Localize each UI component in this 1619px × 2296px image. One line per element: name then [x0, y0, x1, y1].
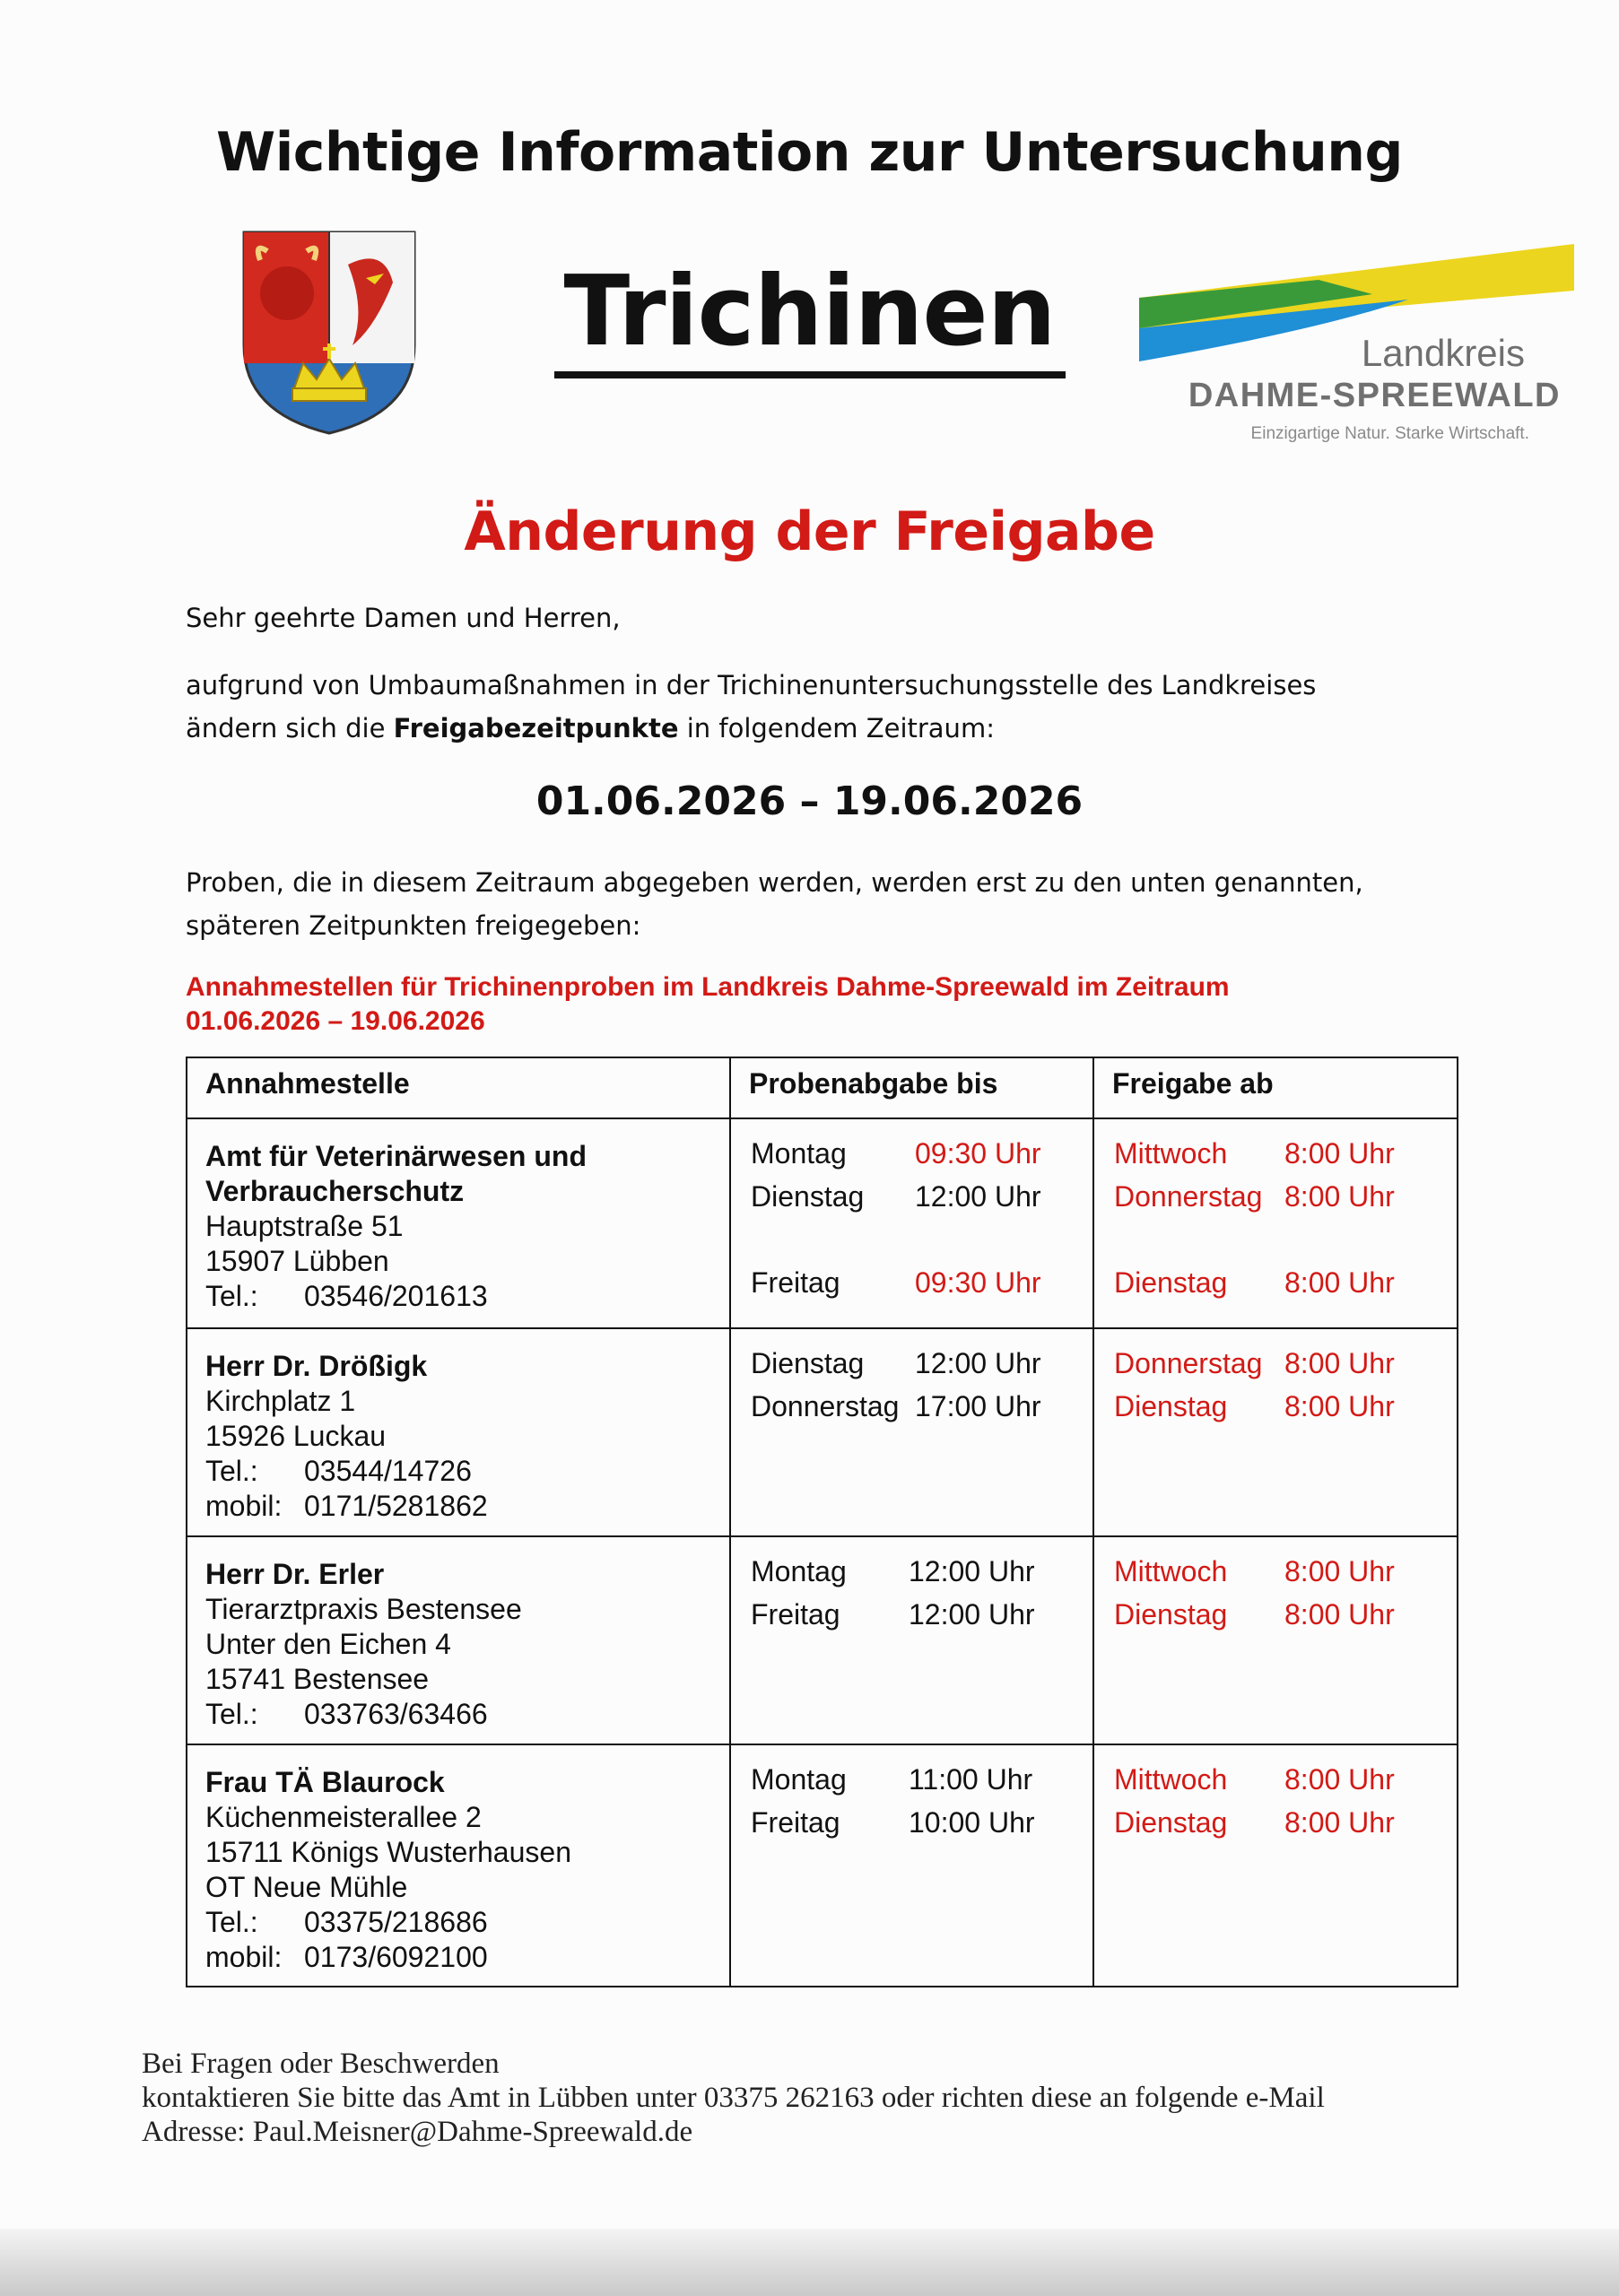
address-line: Unter den Eichen 4: [205, 1628, 451, 1660]
weekday: Donnerstag: [751, 1390, 900, 1422]
weekday: Dienstag: [1114, 1390, 1228, 1422]
weekday: Dienstag: [751, 1347, 865, 1379]
logo-name: Landkreis: [1361, 332, 1525, 374]
header-cell: Annahmestelle: [187, 1057, 730, 1118]
collection-point-name: Herr Dr. Erler: [205, 1558, 385, 1590]
release-slot: [1094, 1266, 1457, 1309]
weekday: Donnerstag: [1114, 1347, 1263, 1379]
contact-label: Tel.:: [205, 1280, 258, 1312]
release-slot: [1094, 1390, 1457, 1433]
drop-off-slot: [731, 1180, 1092, 1223]
time: 8:00 Uhr: [1284, 1180, 1395, 1213]
release-cell: [1093, 1536, 1458, 1744]
contact-number: 0171/5281862: [304, 1490, 488, 1522]
contact-label: Tel.:: [205, 1455, 258, 1487]
contact-number: 03375/218686: [304, 1906, 488, 1938]
contact-number: 03544/14726: [304, 1455, 472, 1487]
collection-point-name: Herr Dr. Drößigk: [205, 1350, 428, 1382]
weekday: Dienstag: [1114, 1598, 1228, 1631]
intro-line-1: aufgrund von Umbaumaßnahmen in der Trichinenuntersuchungsstelle des Landkreises: [186, 670, 1317, 700]
drop-off-slot: [731, 1137, 1092, 1180]
contact-line: [205, 1905, 729, 1940]
greeting: Sehr geehrte Damen und Herren,: [186, 603, 621, 633]
weekday: Mittwoch: [1114, 1137, 1228, 1170]
table-row: [187, 1118, 1458, 1328]
drop-off-slot: [731, 1266, 1092, 1309]
weekday: Montag: [751, 1555, 847, 1587]
address-line: OT Neue Mühle: [205, 1871, 408, 1903]
drop-off-slot: [731, 1763, 1092, 1806]
header-cell: Probenabgabe bis: [730, 1057, 1093, 1118]
address-line: 15907 Lübben: [205, 1245, 389, 1277]
release-slot: [1094, 1763, 1457, 1806]
drop-off-slot: [731, 1347, 1092, 1390]
body-line-1: Proben, die in diesem Zeitraum abgegeben werden, werden erst zu den unten genannten,: [186, 867, 1363, 898]
time: 8:00 Uhr: [1284, 1137, 1395, 1170]
address-line: Tierarztpraxis Bestensee: [205, 1593, 522, 1625]
contact-label: Tel.:: [205, 1698, 258, 1730]
time: 8:00 Uhr: [1284, 1806, 1395, 1839]
collection-points-table: [186, 1057, 1458, 1987]
header-cell: Freigabe ab: [1093, 1057, 1458, 1118]
time: 12:00 Uhr: [909, 1555, 1035, 1587]
weekday: Freitag: [751, 1598, 840, 1631]
release-slot: [1094, 1137, 1457, 1180]
address-line: 15711 Königs Wusterhausen: [205, 1836, 571, 1868]
release-slot: [1094, 1223, 1457, 1266]
release-slot: [1094, 1347, 1457, 1390]
logo-district: DAHME-SPREEWALD: [1188, 377, 1561, 414]
release-slot: [1094, 1806, 1457, 1849]
weekday: Freitag: [751, 1806, 840, 1839]
drop-off-slot: [731, 1598, 1092, 1641]
weekday: Mittwoch: [1114, 1555, 1228, 1587]
intro-bold: Freigabezeitpunkte: [393, 713, 679, 744]
address-line: 15741 Bestensee: [205, 1663, 430, 1695]
collection-point-cell: [187, 1536, 730, 1744]
drop-off-slot: [731, 1223, 1092, 1266]
scan-edge-shadow: [0, 2229, 1619, 2296]
contact-line: [205, 1454, 729, 1489]
time: 12:00 Uhr: [909, 1598, 1035, 1631]
collection-point-cell: [187, 1744, 730, 1987]
subject-title: Trichinen: [563, 256, 1056, 368]
weekday: Freitag: [751, 1266, 840, 1299]
contact-line: [205, 1489, 729, 1524]
drop-off-cell: [730, 1744, 1093, 1987]
weekday: Dienstag: [1114, 1266, 1228, 1299]
weekday: Dienstag: [751, 1180, 865, 1213]
time: 8:00 Uhr: [1284, 1555, 1395, 1587]
time: 12:00 Uhr: [915, 1180, 1041, 1213]
table-row: [187, 1744, 1458, 1987]
collection-point-name: Amt für Veterinärwesen und: [205, 1140, 587, 1172]
time: 8:00 Uhr: [1284, 1598, 1395, 1631]
table-header-row: [187, 1057, 1458, 1118]
footer: [142, 2047, 1577, 2149]
drop-off-slot: [731, 1555, 1092, 1598]
address-line: Hauptstraße 51: [205, 1210, 404, 1242]
footer-line-2: kontaktieren Sie bitte das Amt in Lübben unter 03375 262163 oder richten diese an folgende e-Mail: [142, 2082, 1325, 2114]
document-title: Wichtige Information zur Untersuchung: [216, 121, 1403, 184]
date-range: 01.06.2026 – 19.06.2026: [535, 778, 1084, 824]
table-heading-line-2: 01.06.2026 – 19.06.2026: [186, 1006, 485, 1036]
drop-off-slot: [731, 1390, 1092, 1433]
time: 8:00 Uhr: [1284, 1763, 1395, 1796]
release-cell: [1093, 1328, 1458, 1536]
title-underline: [554, 371, 1066, 378]
drop-off-cell: [730, 1118, 1093, 1328]
contact-label: mobil:: [205, 1490, 283, 1522]
contact-number: 03546/201613: [304, 1280, 488, 1312]
contact-line: [205, 1279, 729, 1314]
table-heading: [186, 970, 1531, 1039]
table-heading-line-1: Annahmestellen für Trichinenproben im Landkreis Dahme-Spreewald im Zeitraum: [186, 972, 1230, 1002]
time: 8:00 Uhr: [1284, 1266, 1395, 1299]
drop-off-cell: [730, 1328, 1093, 1536]
collection-point-name: Frau TÄ Blaurock: [205, 1766, 445, 1798]
collection-point-cell: [187, 1118, 730, 1328]
contact-number: 033763/63466: [304, 1698, 488, 1730]
table-row: [187, 1328, 1458, 1536]
collection-point-cell: [187, 1328, 730, 1536]
contact-line: [205, 1940, 729, 1975]
weekday: Montag: [751, 1137, 847, 1170]
footer-line-3: Adresse: Paul.Meisner@Dahme-Spreewald.de: [142, 2116, 693, 2148]
time: 10:00 Uhr: [909, 1806, 1035, 1839]
collection-point-name: Verbraucherschutz: [205, 1175, 465, 1207]
coat-of-arms-icon: [240, 229, 418, 437]
time: 8:00 Uhr: [1284, 1390, 1395, 1422]
logo-tagline: Einzigartige Natur. Starke Wirtschaft.: [1250, 424, 1529, 443]
address-line: 15926 Luckau: [205, 1420, 387, 1452]
weekday: Montag: [751, 1763, 847, 1796]
time: 09:30 Uhr: [915, 1266, 1041, 1299]
release-slot: [1094, 1180, 1457, 1223]
intro-paragraph: [186, 664, 1441, 750]
time: 17:00 Uhr: [915, 1390, 1041, 1422]
weekday: Donnerstag: [1114, 1180, 1263, 1213]
footer-line-1: Bei Fragen oder Beschwerden: [142, 2048, 500, 2080]
contact-line: [205, 1697, 729, 1732]
address-line: Kirchplatz 1: [205, 1385, 356, 1417]
drop-off-cell: [730, 1536, 1093, 1744]
address-line: Küchenmeisterallee 2: [205, 1801, 482, 1833]
body-paragraph: [186, 861, 1441, 947]
release-slot: [1094, 1555, 1457, 1598]
contact-label: mobil:: [205, 1941, 283, 1973]
time: 09:30 Uhr: [915, 1137, 1041, 1170]
intro-line-2: ändern sich die Freigabezeitpunkte in folgendem Zeitraum:: [186, 713, 995, 744]
notice-heading: Änderung der Freigabe: [464, 500, 1155, 563]
release-cell: [1093, 1744, 1458, 1987]
weekday: Dienstag: [1114, 1806, 1228, 1839]
time: 8:00 Uhr: [1284, 1347, 1395, 1379]
weekday: Mittwoch: [1114, 1763, 1228, 1796]
time: 11:00 Uhr: [909, 1763, 1033, 1796]
release-cell: [1093, 1118, 1458, 1328]
contact-label: Tel.:: [205, 1906, 258, 1938]
body-line-2: späteren Zeitpunkten freigegeben:: [186, 910, 641, 941]
contact-number: 0173/6092100: [304, 1941, 488, 1973]
table-row: [187, 1536, 1458, 1744]
release-slot: [1094, 1598, 1457, 1641]
time: 12:00 Uhr: [915, 1347, 1041, 1379]
drop-off-slot: [731, 1806, 1092, 1849]
